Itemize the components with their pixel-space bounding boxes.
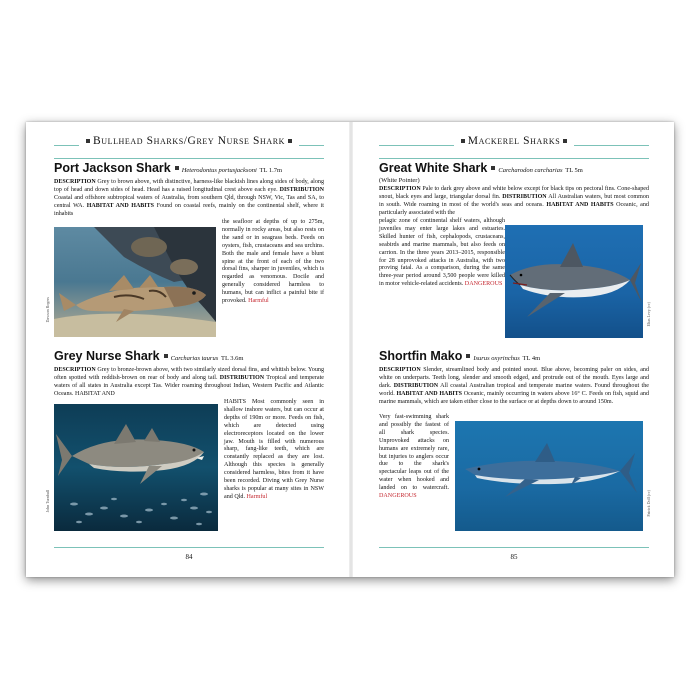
footer-rule [54,547,324,548]
species-description: DESCRIPTION Pale to dark grey above and white below except for black tips on pectoral fins. Cone-shaped snout, black eyes and large, triangular dorsal fin. DISTRIBUTION All Australian waters, but most common in south. Wide roaming in most of the world's seas and oceans. HABITAT AND HABITS Oceanic, and particularly associated with the [379,186,650,216]
page-number: 85 [510,553,518,561]
left-page [45,122,325,577]
species-name: Port Jackson Shark [54,161,171,175]
header-underline [54,158,324,159]
species-name: Great White Shark [379,161,488,175]
species-description-continued: Very fast-swimming shark and possibly the fastest of all shark species. Unprovoked attacks on humans are extremely rare, but injuries to anglers occur due to the shark's spectacular leaps out of the water when hooked and landed on to watercraft. [379,414,449,492]
shortfin-mako-photo [455,421,643,531]
status-badge: Harmful [246,493,268,500]
species-name: Shortfin Mako [379,349,463,363]
square-bullet-icon [563,139,567,143]
page-header [379,132,649,156]
species-description-wrap [379,414,449,501]
alternate-name: (White Pointer) [379,177,420,184]
square-bullet-icon [466,354,470,358]
right-page [379,122,649,577]
species-entry [54,162,324,219]
square-bullet-icon [175,166,179,170]
scientific-name: Carcharias taurus [170,355,219,362]
species-description: DESCRIPTION Slender, streamlined body and pointed snout. Blue above, becoming paler on sides, and white on underparts. Teeth long, slender and smooth edged, and protrude out of the mouth. Eyes large and dark. DISTRIBUTION All coastal Australian tropical and temperate marine waters. Found throughout the world. HABITAT AND HABITS Oceanic, mainly occurring in waters above 16° C. Feeds on fish, squid and marine mammals, which are taken either close to the surface or at depths down to around 150m. [379,367,650,405]
scientific-name: Isurus oxyrinchus [473,355,520,362]
header-underline [379,158,649,159]
page-header-title: Mackerel Sharks [467,135,561,147]
great-white-shark-photo [505,225,643,338]
status-badge: DANGEROUS [464,281,503,288]
port-jackson-shark-photo [54,227,216,337]
book-gutter [349,122,353,577]
total-length: TL 1.7m [259,167,283,174]
species-entry [379,162,649,218]
square-bullet-icon [491,166,495,170]
species-entry [379,350,649,407]
species-heading [54,350,324,365]
species-description: DESCRIPTION Grey to brown above, with distinctive, harness-like blackish lines along sides of body, along top of head and down sides of head. Head has a raised longitudinal crest above each eye. DISTRIBUTION Coastal and offshore subtropical waters of Australia, from southern Qld, through NSW, Vic, Tas and SA, to central WA. HABITAT AND HABITS Found on coastal reefs, mainly on the continental shelf, where it inhabits [54,179,325,217]
species-heading [54,162,324,177]
square-bullet-icon [461,139,465,143]
species-description-wrap [379,218,505,289]
species-heading [379,350,649,365]
species-description-continued: HABITS Most commonly seen in shallow inshore waters, but can occur at depths of 190m or more. Feeds on fish, which are detected using electroreceptors located on the lower jaw. Mouth is filled with numerous sharp, fang-like teeth, which are constantly replaced as they are lost. Although this species is generally considered harmless, bites from it have been recorded. Diving with Grey Nurse sharks is popular at many sites in NSW and Qld. [224,399,324,500]
scientific-name: Carcharodon carcharias [498,167,563,174]
square-bullet-icon [164,354,168,358]
species-name: Grey Nurse Shark [54,349,160,363]
square-bullet-icon [288,139,292,143]
photo-credit: Patrick Doll (cc) [646,490,651,517]
species-description-continued: the seafloor at depths of up to 275m, normally in rocky areas, but also rests on the sand or in seagrass beds. Feeds on oysters, fish, crustaceans and sea urchins. Both the male and female have a blunt spine at the front of each of the two dorsal fins, sharper in juveniles, which is regarded as venomous. Docile and generally considered harmless to humans, but can inflict a painful bite if provoked. [222,219,324,305]
scientific-name: Heterodontus portusjacksoni [181,167,257,174]
square-bullet-icon [86,139,90,143]
species-heading [379,162,649,177]
page-header [54,132,324,156]
species-description: DESCRIPTION Grey to bronze-brown above, with two similarly sized dorsal fins, and whitish below. Young often spotted with reddish-brown on rear of body and along tail. DISTRIBUTION Tropical and temperate waters of all states in Australia except Tas. Wider roaming throughout Indian, Western Pacific and Atlantic Oceans. HABITAT AND [54,367,324,397]
footer-rule [379,547,649,548]
page-header-title: Bullhead Sharks/Grey Nurse Shark [92,135,286,147]
photo-credit: Dawson Rogers [45,297,50,323]
photo-credit: Elias Levy (cc) [646,302,651,327]
species-description-wrap [224,399,324,502]
species-description-continued: pelagic zone of continental shelf waters, although juveniles may enter large lakes and estuaries. Skilled hunter of fish, cephalopods, crustaceans, seabirds and marine mammals, but also feeds on carrion. In the three years 2013–2015, responsible for 28 unprovoked attacks in Australia, with two proving fatal. As a comparison, during the same three-year period around 3,500 people were killed in motor vehicle-related accidents. [379,218,505,288]
species-description-wrap [222,219,324,306]
book-spread [26,122,674,577]
photo-credit: John Turnbull [45,490,50,513]
total-length: TL 4m [522,355,541,362]
total-length: TL 3.6m [220,355,244,362]
total-length: TL 5m [565,167,583,174]
grey-nurse-shark-photo [54,404,218,531]
species-entry [54,350,324,399]
status-badge: Harmful [248,298,269,305]
page-number: 84 [185,553,193,561]
status-badge: DANGEROUS [379,493,417,500]
